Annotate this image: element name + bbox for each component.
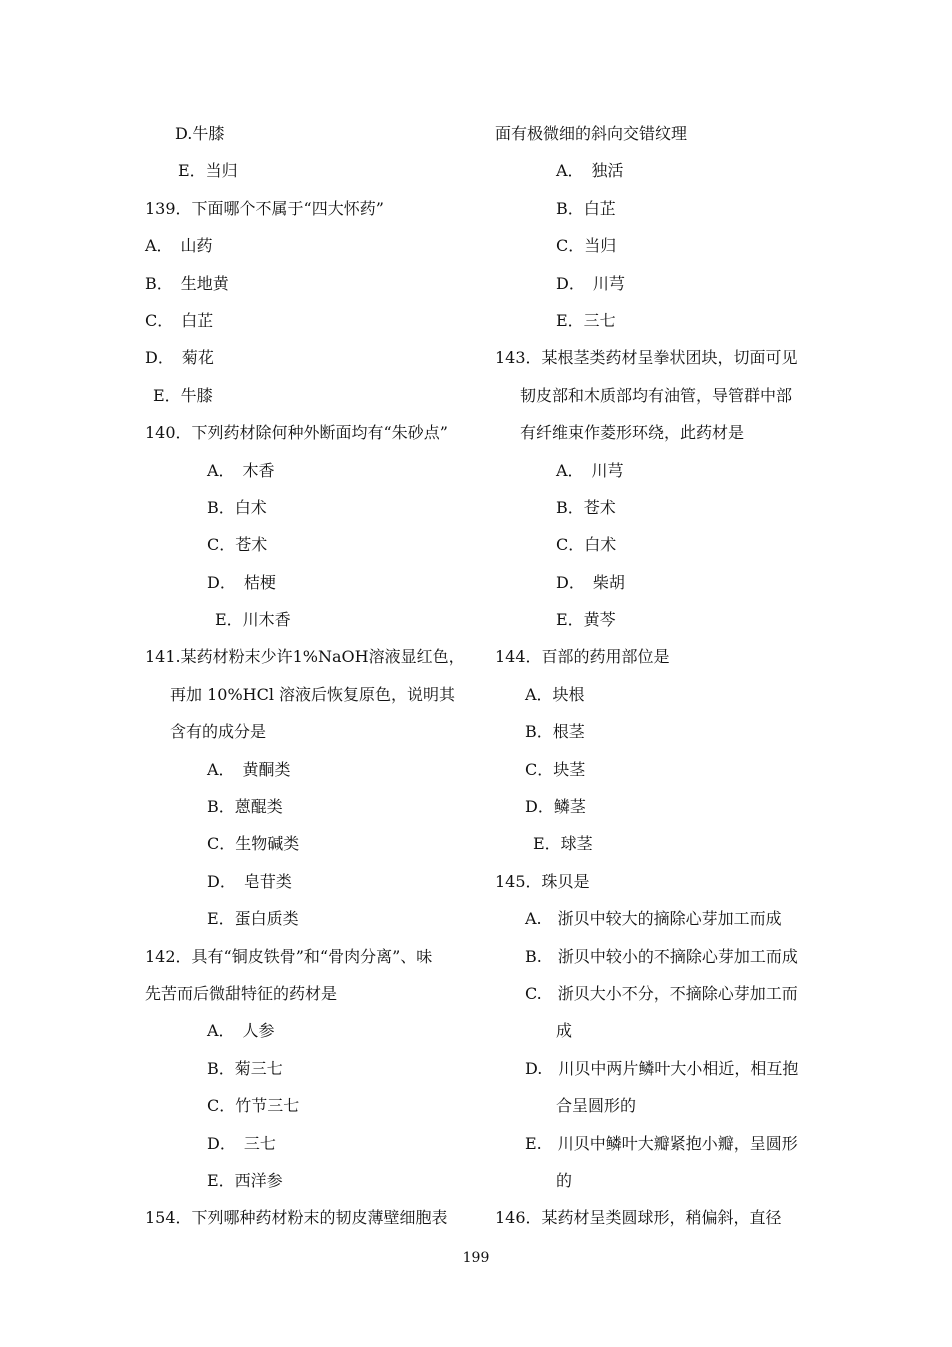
- option-line: E．三七: [556, 310, 616, 330]
- left-column: [145, 115, 485, 1237]
- option-line: E. 川贝中鳞叶大瓣紧抱小瓣，呈圆形: [525, 1133, 798, 1153]
- option-line: E．球茎: [533, 834, 593, 854]
- option-line: C．竹节三七: [207, 1096, 300, 1116]
- option-line: D． 川芎: [556, 273, 625, 293]
- question-line: 145．珠贝是: [495, 871, 590, 891]
- option-line: E．蛋白质类: [207, 909, 299, 929]
- question-line: 154．下列哪种药材粉末的韧皮薄壁细胞表: [145, 1208, 448, 1228]
- option-line: E．黄芩: [556, 610, 616, 630]
- option-line: A． 人参: [207, 1021, 275, 1041]
- question-line: 140．下列药材除何种外断面均有“朱砂点”: [145, 423, 448, 443]
- question-continuation: 面有极微细的斜向交错纹理: [495, 124, 688, 143]
- question-continuation: 再加 10%HCl 溶液后恢复原色，说明其: [170, 684, 456, 704]
- option-line: A. 浙贝中较大的摘除心芽加工而成: [525, 909, 782, 929]
- option-line: B．苍术: [556, 497, 616, 517]
- option-line: E．牛膝: [153, 385, 213, 405]
- option-continuation: 合呈圆形的: [556, 1096, 637, 1116]
- question-continuation: 含有的成分是: [170, 722, 267, 742]
- option-line: B. 浙贝中较小的不摘除心芽加工而成: [525, 946, 798, 966]
- option-line: D． 菊花: [145, 348, 214, 368]
- question-line: 144．百部的药用部位是: [495, 647, 670, 667]
- option-line: E．川木香: [215, 610, 291, 630]
- option-line: B．蒽醌类: [207, 797, 283, 817]
- question-line: 143．某根茎类药材呈拳状团块，切面可见: [495, 348, 798, 368]
- option-line: B．根茎: [525, 722, 585, 742]
- option-line: B．菊三七: [207, 1058, 283, 1078]
- option-line: A． 山药: [145, 236, 213, 256]
- option-line: D． 柴胡: [556, 572, 625, 592]
- option-continuation: 的: [556, 1170, 573, 1190]
- option-line: C． 白芷: [145, 310, 214, 330]
- option-continuation: 成: [556, 1021, 573, 1041]
- question-line: 141.某药材粉末少许1%NaOH溶液显红色，: [145, 647, 465, 667]
- option-line: D．鳞茎: [525, 797, 586, 817]
- question-continuation: 先苦而后微甜特征的药材是: [145, 983, 338, 1003]
- question-continuation: 韧皮部和木质部均有油管，导管群中部: [520, 385, 793, 405]
- option-line: D． 桔梗: [207, 572, 276, 592]
- option-line: C．白术: [556, 535, 617, 555]
- option-line: E．当归: [178, 161, 238, 181]
- question-line: 142．具有“铜皮铁骨”和“骨肉分离”、味: [145, 946, 433, 966]
- question-line: 146．某药材呈类圆球形，稍偏斜，直径: [495, 1208, 782, 1228]
- option-line: C．生物碱类: [207, 834, 300, 854]
- option-line: C．苍术: [207, 535, 268, 555]
- question-line: 139．下面哪个不属于“四大怀药”: [145, 198, 384, 218]
- option-line: C．块茎: [525, 759, 586, 779]
- option-line: D． 三七: [207, 1133, 276, 1153]
- option-line: D. 川贝中两片鳞叶大小相近，相互抱: [525, 1058, 799, 1078]
- option-line: B．白术: [207, 497, 267, 517]
- option-line: B．白芷: [556, 198, 616, 218]
- right-column: [495, 115, 835, 1237]
- option-line: A． 黄酮类: [207, 759, 291, 779]
- option-line: E．西洋参: [207, 1170, 283, 1190]
- option-line: C．当归: [556, 236, 617, 256]
- option-line: D.牛膝: [175, 124, 225, 143]
- option-line: A． 独活: [556, 161, 624, 181]
- option-line: A． 木香: [207, 460, 275, 480]
- option-line: B． 生地黄: [145, 273, 229, 293]
- option-line: A．块根: [525, 684, 585, 704]
- page-number: 199: [462, 1250, 490, 1266]
- option-line: A． 川芎: [556, 460, 624, 480]
- option-line: D． 皂苷类: [207, 871, 292, 891]
- option-line: C. 浙贝大小不分，不摘除心芽加工而: [525, 983, 798, 1003]
- question-continuation: 有纤维束作菱形环绕，此药材是: [520, 423, 745, 443]
